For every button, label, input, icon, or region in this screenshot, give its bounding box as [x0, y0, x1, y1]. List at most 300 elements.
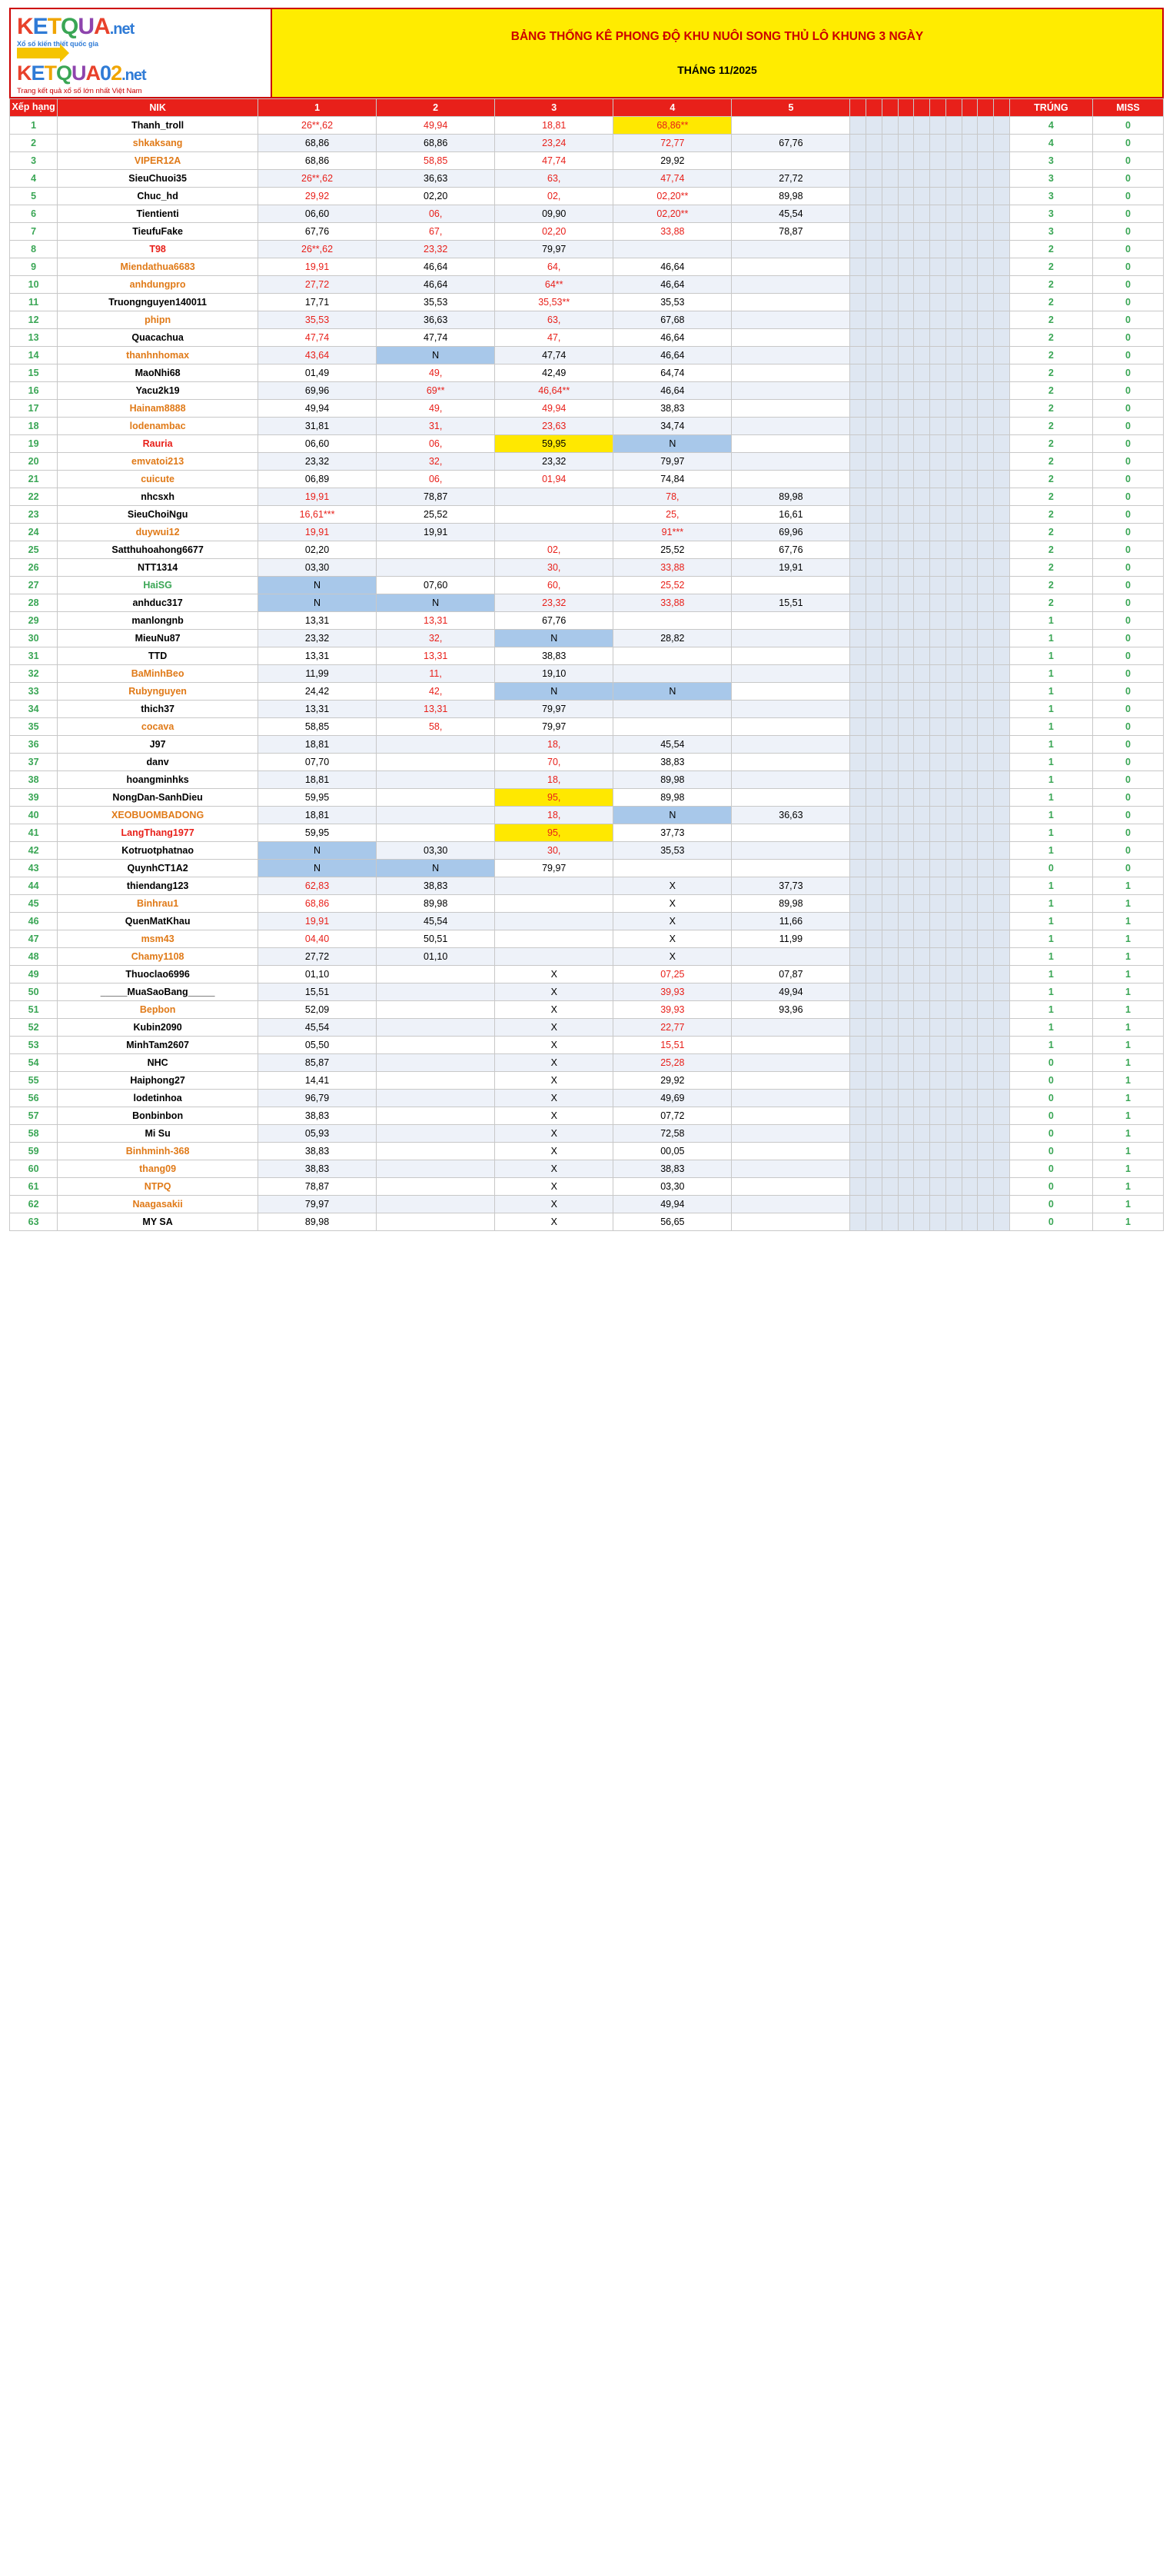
hit-cell: 2 [1009, 364, 1092, 382]
spacer-cell [930, 1072, 946, 1090]
spacer-cell [930, 877, 946, 895]
day-3-cell: 64** [495, 276, 613, 294]
nik-cell[interactable]: MaoNhi68 [58, 364, 258, 382]
rank-cell: 9 [10, 258, 58, 276]
spacer-cell [962, 860, 978, 877]
nik-cell[interactable]: SieuChuoi35 [58, 170, 258, 188]
spacer-cell [866, 948, 882, 966]
nik-cell[interactable]: Quacachua [58, 329, 258, 347]
spacer-cell [930, 577, 946, 594]
hit-cell: 2 [1009, 524, 1092, 541]
day-3-cell: X [495, 1037, 613, 1054]
rank-cell: 1 [10, 117, 58, 135]
nik-cell[interactable]: Binhrau1 [58, 895, 258, 913]
day-5-cell [732, 241, 850, 258]
hit-cell: 1 [1009, 1001, 1092, 1019]
nik-cell[interactable]: MieuNu87 [58, 630, 258, 647]
spacer-cell [850, 1037, 866, 1054]
spacer-cell [898, 966, 914, 983]
spacer-cell [962, 471, 978, 488]
nik-cell[interactable]: TieufuFake [58, 223, 258, 241]
miss-cell: 1 [1092, 966, 1163, 983]
nik-cell[interactable]: SieuChoiNgu [58, 506, 258, 524]
spacer-cell [850, 948, 866, 966]
day-4-cell: 46,64 [613, 382, 732, 400]
spacer-cell [850, 877, 866, 895]
spacer-cell [850, 152, 866, 170]
day-5-cell: 45,54 [732, 205, 850, 223]
day-4-cell: 15,51 [613, 1037, 732, 1054]
col-day-1: 1 [258, 99, 377, 117]
spacer-cell [945, 860, 962, 877]
miss-cell: 0 [1092, 205, 1163, 223]
spacer-cell [898, 117, 914, 135]
miss-cell: 0 [1092, 807, 1163, 824]
spacer-cell [898, 1178, 914, 1196]
nik-cell[interactable]: danv [58, 754, 258, 771]
spacer-cell [994, 594, 1010, 612]
nik-cell[interactable]: J97 [58, 736, 258, 754]
day-5-cell [732, 311, 850, 329]
nik-cell[interactable]: Yacu2k19 [58, 382, 258, 400]
spacer-cell [914, 948, 930, 966]
day-4-cell: 72,77 [613, 135, 732, 152]
miss-cell: 0 [1092, 188, 1163, 205]
spacer-cell [930, 188, 946, 205]
day-5-cell [732, 1125, 850, 1143]
rank-cell: 36 [10, 736, 58, 754]
spacer-cell [978, 471, 994, 488]
table-row [10, 205, 1164, 223]
nik-cell[interactable]: nhcsxh [58, 488, 258, 506]
spacer-cell [962, 1196, 978, 1213]
nik-cell[interactable]: MY SA [58, 1213, 258, 1231]
day-5-cell: 69,96 [732, 524, 850, 541]
spacer-cell [882, 594, 898, 612]
spacer-cell [898, 930, 914, 948]
spacer-cell [930, 1001, 946, 1019]
spacer-cell [850, 276, 866, 294]
spacer-cell [850, 966, 866, 983]
spacer-cell [866, 895, 882, 913]
day-2-cell [377, 1125, 495, 1143]
spacer-cell [850, 842, 866, 860]
nik-cell[interactable]: Truongnguyen140011 [58, 294, 258, 311]
day-5-cell [732, 665, 850, 683]
table-row [10, 435, 1164, 453]
spacer-cell [978, 311, 994, 329]
nik-cell[interactable]: Bonbinbon [58, 1107, 258, 1125]
day-5-cell [732, 754, 850, 771]
miss-cell: 1 [1092, 1090, 1163, 1107]
day-2-cell [377, 824, 495, 842]
spacer-cell [866, 1160, 882, 1178]
day-3-cell: 23,32 [495, 453, 613, 471]
spacer-cell [850, 577, 866, 594]
spacer-cell [945, 983, 962, 1001]
logo-brand-primary [17, 14, 264, 40]
spacer-cell [994, 842, 1010, 860]
day-3-cell: 18,81 [495, 117, 613, 135]
day-1-cell: 05,50 [258, 1037, 377, 1054]
spacer-cell [850, 311, 866, 329]
day-5-cell: 93,96 [732, 1001, 850, 1019]
spacer-cell [882, 1125, 898, 1143]
spacer-cell [866, 506, 882, 524]
spacer-cell [914, 1213, 930, 1231]
nik-cell[interactable]: lodetinhoa [58, 1090, 258, 1107]
day-2-cell: 67, [377, 223, 495, 241]
nik-cell[interactable]: T98 [58, 241, 258, 258]
miss-cell: 1 [1092, 877, 1163, 895]
day-3-cell: 30, [495, 842, 613, 860]
nik-cell[interactable]: HaiSG [58, 577, 258, 594]
spacer-cell [945, 736, 962, 754]
ketqua02-wordmark: KETQUA02.net [17, 62, 146, 85]
nik-cell[interactable]: msm43 [58, 930, 258, 948]
spacer-cell [850, 559, 866, 577]
day-4-cell: X [613, 948, 732, 966]
day-1-cell: 31,81 [258, 418, 377, 435]
nik-cell[interactable]: NTPQ [58, 1178, 258, 1196]
nik-cell[interactable]: Rubynguyen [58, 683, 258, 701]
table-row [10, 471, 1164, 488]
spacer-cell [898, 877, 914, 895]
day-5-cell: 36,63 [732, 807, 850, 824]
nik-cell[interactable]: MinhTam2607 [58, 1037, 258, 1054]
spacer-cell [930, 665, 946, 683]
nik-cell[interactable]: thiendang123 [58, 877, 258, 895]
nik-cell[interactable]: phipn [58, 311, 258, 329]
spacer-cell [882, 824, 898, 842]
spacer-cell [882, 1160, 898, 1178]
hit-cell: 1 [1009, 612, 1092, 630]
spacer-cell [898, 1001, 914, 1019]
spacer-cell [930, 276, 946, 294]
spacer-cell [866, 1090, 882, 1107]
spacer-cell [882, 364, 898, 382]
miss-cell: 0 [1092, 294, 1163, 311]
day-4-cell: N [613, 683, 732, 701]
nik-cell[interactable]: Chamy1108 [58, 948, 258, 966]
spacer-cell [882, 1019, 898, 1037]
nik-cell[interactable]: Haiphong27 [58, 1072, 258, 1090]
spacer-cell [914, 1125, 930, 1143]
spacer-cell [850, 860, 866, 877]
day-1-cell: 68,86 [258, 895, 377, 913]
spacer-cell [930, 1019, 946, 1037]
spacer-cell [994, 860, 1010, 877]
hit-cell: 1 [1009, 1019, 1092, 1037]
spacer-cell [994, 276, 1010, 294]
spacer-cell [978, 329, 994, 347]
nik-cell[interactable]: thanhnhomax [58, 347, 258, 364]
spacer-cell [994, 983, 1010, 1001]
nik-cell[interactable]: QuenMatKhau [58, 913, 258, 930]
miss-cell: 0 [1092, 665, 1163, 683]
spacer-cell [866, 276, 882, 294]
spacer-cell [945, 1037, 962, 1054]
rank-cell: 8 [10, 241, 58, 258]
col-hit: TRÚNG [1009, 99, 1092, 117]
spacer-cell [866, 647, 882, 665]
spacer-cell [930, 471, 946, 488]
spacer-cell [882, 842, 898, 860]
day-1-cell: 03,30 [258, 559, 377, 577]
spacer-cell [945, 913, 962, 930]
spacer-cell [914, 842, 930, 860]
col-day-4: 4 [613, 99, 732, 117]
nik-cell[interactable]: Rauria [58, 435, 258, 453]
day-4-cell: 34,74 [613, 418, 732, 435]
day-4-cell: 46,64 [613, 329, 732, 347]
day-2-cell [377, 1143, 495, 1160]
spacer-cell [850, 665, 866, 683]
nik-cell[interactable]: manlongnb [58, 612, 258, 630]
spacer-cell [962, 347, 978, 364]
hit-cell: 2 [1009, 382, 1092, 400]
nik-cell[interactable]: Miendathua6683 [58, 258, 258, 276]
table-row [10, 400, 1164, 418]
spacer-cell [914, 135, 930, 152]
day-4-cell: 37,73 [613, 824, 732, 842]
spacer-cell [914, 294, 930, 311]
nik-cell[interactable]: NHC [58, 1054, 258, 1072]
table-row [10, 1072, 1164, 1090]
nik-cell[interactable]: shkaksang [58, 135, 258, 152]
nik-cell[interactable]: cuicute [58, 471, 258, 488]
miss-cell: 1 [1092, 895, 1163, 913]
nik-cell[interactable]: NTT1314 [58, 559, 258, 577]
table-row [10, 612, 1164, 630]
nik-cell[interactable]: QuynhCT1A2 [58, 860, 258, 877]
nik-cell[interactable]: Mi Su [58, 1125, 258, 1143]
table-row [10, 895, 1164, 913]
hit-cell: 1 [1009, 895, 1092, 913]
day-3-cell: 47, [495, 329, 613, 347]
spacer-cell [978, 400, 994, 418]
day-1-cell: 05,93 [258, 1125, 377, 1143]
day-5-cell [732, 258, 850, 276]
spacer-cell [978, 594, 994, 612]
spacer-cell [994, 930, 1010, 948]
table-row [10, 311, 1164, 329]
day-1-cell: 85,87 [258, 1054, 377, 1072]
nik-cell[interactable]: Thuoclao6996 [58, 966, 258, 983]
table-row [10, 1213, 1164, 1231]
spacer-cell [945, 577, 962, 594]
spacer-cell [962, 1143, 978, 1160]
spacer-cell [898, 364, 914, 382]
spacer-cell [962, 948, 978, 966]
spacer-cell [994, 294, 1010, 311]
spacer-cell [962, 1019, 978, 1037]
spacer-cell [930, 736, 946, 754]
day-1-cell: 18,81 [258, 736, 377, 754]
spacer-cell [945, 930, 962, 948]
spacer-cell [914, 152, 930, 170]
spacer-cell [930, 718, 946, 736]
nik-cell[interactable]: Binhminh-368 [58, 1143, 258, 1160]
miss-cell: 1 [1092, 1143, 1163, 1160]
spacer-cell [882, 205, 898, 223]
spacer-cell [866, 771, 882, 789]
spacer-cell [978, 135, 994, 152]
spacer-cell [978, 418, 994, 435]
day-1-cell: 38,83 [258, 1107, 377, 1125]
spacer-cell [978, 736, 994, 754]
spacer-cell [914, 400, 930, 418]
hit-cell: 4 [1009, 135, 1092, 152]
spacer-cell [850, 364, 866, 382]
spacer-cell [930, 541, 946, 559]
spacer-cell [930, 1178, 946, 1196]
spacer-cell [930, 895, 946, 913]
day-4-cell: 22,77 [613, 1019, 732, 1037]
day-5-cell [732, 860, 850, 877]
nik-cell[interactable]: duywui12 [58, 524, 258, 541]
spacer-cell [882, 736, 898, 754]
day-1-cell: 69,96 [258, 382, 377, 400]
hit-cell: 0 [1009, 860, 1092, 877]
spacer-cell [945, 258, 962, 276]
spacer-cell [945, 1054, 962, 1072]
hit-cell: 2 [1009, 241, 1092, 258]
nik-cell[interactable]: Chuc_hd [58, 188, 258, 205]
day-1-cell: 01,49 [258, 364, 377, 382]
spacer-cell [914, 347, 930, 364]
nik-cell[interactable]: cocava [58, 718, 258, 736]
nik-cell[interactable]: XEOBUOMBADONG [58, 807, 258, 824]
spacer-cell [850, 1178, 866, 1196]
spacer-cell [850, 1143, 866, 1160]
spacer-cell [882, 400, 898, 418]
nik-cell[interactable]: TTD [58, 647, 258, 665]
spacer-cell [898, 577, 914, 594]
nik-cell[interactable]: NongDan-SanhDieu [58, 789, 258, 807]
nik-cell[interactable]: Tientienti [58, 205, 258, 223]
spacer-cell [850, 1072, 866, 1090]
hit-cell: 1 [1009, 665, 1092, 683]
day-3-cell [495, 488, 613, 506]
day-4-cell: 46,64 [613, 258, 732, 276]
nik-cell[interactable]: Hainam8888 [58, 400, 258, 418]
spacer-cell [882, 1054, 898, 1072]
nik-cell[interactable]: lodenambac [58, 418, 258, 435]
spacer-cell [914, 524, 930, 541]
spacer-cell [978, 1178, 994, 1196]
spacer-cell [930, 329, 946, 347]
day-2-cell: 06, [377, 435, 495, 453]
miss-cell: 0 [1092, 559, 1163, 577]
spacer-cell [978, 860, 994, 877]
spacer-cell [945, 541, 962, 559]
spacer-cell [914, 630, 930, 647]
spacer-cell [882, 1178, 898, 1196]
nik-cell[interactable]: LangThang1977 [58, 824, 258, 842]
spacer-cell [898, 665, 914, 683]
rank-cell: 17 [10, 400, 58, 418]
nik-cell[interactable]: Satthuhoahong6677 [58, 541, 258, 559]
spacer-cell [978, 1072, 994, 1090]
hit-cell: 2 [1009, 400, 1092, 418]
day-2-cell [377, 1037, 495, 1054]
spacer-cell [994, 135, 1010, 152]
table-row [10, 1143, 1164, 1160]
spacer-cell [882, 930, 898, 948]
spacer-cell [945, 665, 962, 683]
nik-cell[interactable]: Thanh_troll [58, 117, 258, 135]
nik-cell[interactable]: Naagasakii [58, 1196, 258, 1213]
spacer-cell [882, 241, 898, 258]
nik-cell[interactable]: Kubin2090 [58, 1019, 258, 1037]
spacer-cell [978, 506, 994, 524]
nik-cell[interactable]: BaMinhBeo [58, 665, 258, 683]
spacer-cell [914, 612, 930, 630]
day-3-cell [495, 895, 613, 913]
spacer-cell [866, 824, 882, 842]
day-4-cell: 91*** [613, 524, 732, 541]
nik-cell[interactable]: Bepbon [58, 1001, 258, 1019]
spacer-cell [882, 276, 898, 294]
day-5-cell: 16,61 [732, 506, 850, 524]
miss-cell: 1 [1092, 1125, 1163, 1143]
nik-cell[interactable]: thich37 [58, 701, 258, 718]
day-4-cell: 07,72 [613, 1107, 732, 1125]
spacer-cell [962, 895, 978, 913]
spacer-cell [978, 1019, 994, 1037]
miss-cell: 0 [1092, 471, 1163, 488]
nik-cell[interactable]: _____MuaSaoBang_____ [58, 983, 258, 1001]
rank-cell: 22 [10, 488, 58, 506]
hit-cell: 2 [1009, 435, 1092, 453]
day-3-cell: 60, [495, 577, 613, 594]
spacer-cell [882, 754, 898, 771]
nik-cell[interactable]: Kotruotphatnao [58, 842, 258, 860]
nik-cell[interactable]: thang09 [58, 1160, 258, 1178]
spacer-cell [866, 1037, 882, 1054]
spacer-cell [962, 612, 978, 630]
day-3-cell: 42,49 [495, 364, 613, 382]
spacer-cell [898, 1107, 914, 1125]
spacer-cell [962, 524, 978, 541]
rank-cell: 11 [10, 294, 58, 311]
spacer-cell [994, 1054, 1010, 1072]
day-1-cell: 23,32 [258, 453, 377, 471]
spacer-cell [994, 1107, 1010, 1125]
nik-cell[interactable]: anhdungpro [58, 276, 258, 294]
spacer-cell [994, 877, 1010, 895]
day-1-cell: 68,86 [258, 135, 377, 152]
day-3-cell: X [495, 1143, 613, 1160]
spacer-cell [978, 1196, 994, 1213]
day-5-cell [732, 435, 850, 453]
day-3-cell: X [495, 983, 613, 1001]
spacer-cell [898, 135, 914, 152]
nik-cell[interactable]: emvatoi213 [58, 453, 258, 471]
spacer-cell [882, 117, 898, 135]
spacer-cell [898, 1054, 914, 1072]
hit-cell: 1 [1009, 701, 1092, 718]
nik-cell[interactable]: anhduc317 [58, 594, 258, 612]
nik-cell[interactable]: VIPER12A [58, 152, 258, 170]
spacer-cell [866, 188, 882, 205]
table-row [10, 718, 1164, 736]
spacer-cell [866, 400, 882, 418]
spacer-cell [962, 665, 978, 683]
spacer-cell [914, 541, 930, 559]
nik-cell[interactable]: hoangminhks [58, 771, 258, 789]
